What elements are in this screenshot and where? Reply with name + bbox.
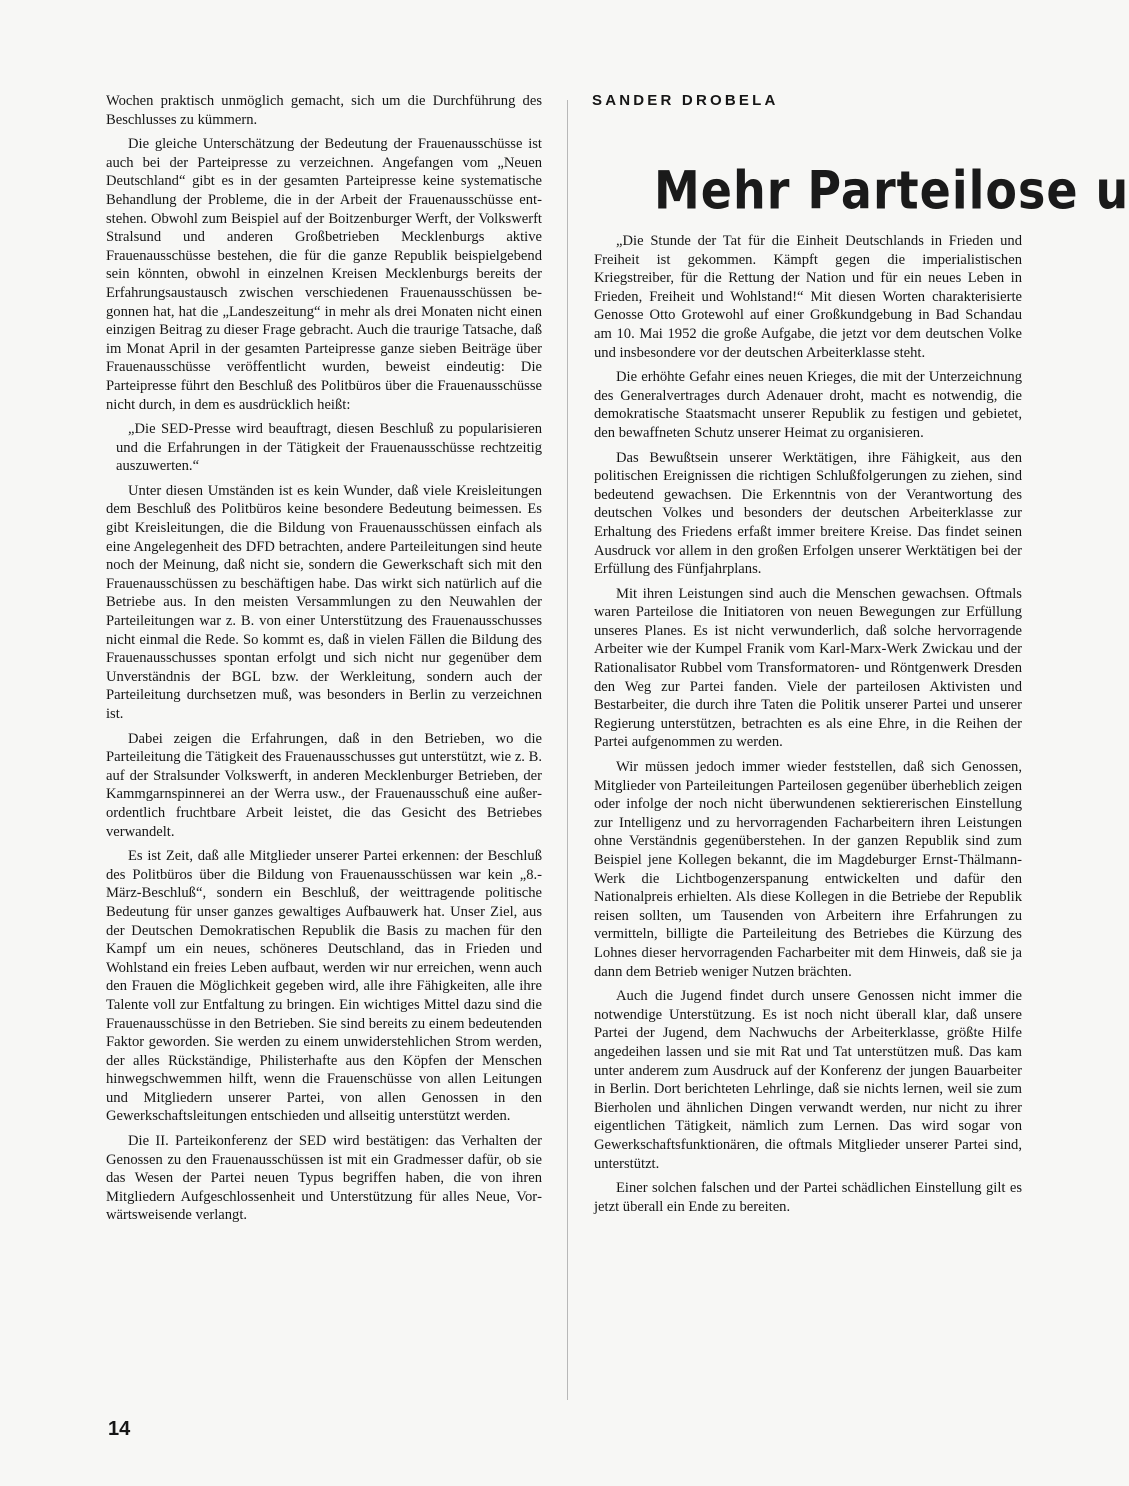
- article-author: SANDER DROBELA: [592, 92, 779, 109]
- paragraph: Mit ihren Leistungen sind auch die Menschen gewachsen. Oftmals waren Parteilose die Initiatoren von neuen Bewegungen zur Erfüllung unseres Planes. Es ist nicht verwunderlich, daß solche hervorragende Arbeiter wie der Kumpel Franik vom Karl-Marx-Werk Zwickau und der Rationalisator Rubbel vom Transformatoren- und Röntgenwerk Dresden den Weg zur Partei fanden. Viele der parteilosen Aktivisten und Bestarbeiter, die durch ihre Taten die Politik unserer Partei und unserer Regierung unterstützen, betrachten es als eine Ehre, in die Reihen der Partei aufgenommen zu werden.: [594, 585, 1022, 751]
- paragraph: Unter diesen Umständen ist es kein Wunder, daß viele Kreisleitungen dem Beschluß des Politbüros keine besondere Bedeutung beimessen. Es gibt Kreisleitungen, die die Bildung von Frauenausschüssen einfach als eine Angelegenheit des DFD betrachten, andere Parteileitungen sind heute noch der Meinung, daß nicht sie, sondern die Gewerkschaft sich mit den Frauenausschüssen zu beschäftigen habe. Das wirkt sich natürlich auf die Betriebe aus. In den meisten Versammlungen zu den Neuwahlen der Parteileitungen war z. B. von einer Unterstützung des Frauenausschusses nicht einmal die Rede. So kommt es, daß in vielen Fällen die Bildung des Frauenausschusses spontan erfolgt und sich nicht nur gegenüber dem Unverständnis der BGL bzw. der Werkleitung, sondern auch der Parteileitung durchsetzen muß, was besonders in Berlin zu verzeichnen ist.: [106, 482, 542, 722]
- page-number: 14: [108, 1418, 131, 1440]
- paragraph: Auch die Jugend findet durch unsere Genossen nicht immer die notwendige Unterstützung. Es ist noch nicht überall klar, daß unsere Partei der Jugend, dem Nachwuchs der Arbeiterklasse, größte Hilfe angedeihen lassen und sie mit Rat und Tat unterstützen muß. Das kam unter anderem zum Ausdruck auf der Konferenz der jungen Bauarbeiter in Berlin. Dort berichteten Lehrlinge, daß sie nichts lernen, weil sie zum Bierholen und ähnlichen Dingen verwandt werden, nur nicht zu ihrer eigentlichen Tätigkeit, nämlich zum Lernen. Das wird sogar von Gewerkschaftsfunktionären, die oftmals Mitglieder unserer Partei sind, unterstützt.: [594, 988, 1022, 1172]
- quotation: „Die SED-Presse wird beauftragt, diesen Beschluß zu popularisieren und die Erfahrungen in der Tätigkeit der Frauenausschüsse rechtzeitig auszuwerten.“: [116, 421, 542, 475]
- paragraph: Die gleiche Unterschätzung der Bedeutung der Frauenausschüsse ist auch bei der Parteipresse zu verzeichnen. Angefangen vom „Neuen Deutschland“ gibt es in der gesamten Parteipresse keine systematische Behandlung der Probleme, die in der Arbeit der Frauenausschüsse entstehen. Obwohl zum Beispiel auf der Boitzenburger Werft, der Volkswerft Stralsund und anderen Großbetrieben Mecklenburgs aktive Frauenausschüsse bestehen, die für die ganze Republik beispielgebend sein könnten, obwohl in einzelnen Kreisen Mecklenburgs bereits der Erfahrungsaustausch zwischen verschiedenen Frauenausschüssen begonnen hat, hat die „Landeszeitung“ in mehr als drei Monaten nicht einen einzigen Beitrag zu dieser Frage gebracht. Auch die traurige Tatsache, daß im Monat April in der gesamten Parteipresse ganze sieben Beiträge über Frauenausschüsse veröffentlicht wurden, beweist eindeutig: Die Parteipresse führt den Beschluß des Politbüros über die Frauenausschüsse nicht durch, in dem es ausdrücklich heißt:: [106, 136, 542, 413]
- paragraph: Die II. Parteikonferenz der SED wird bestätigen: das Verhalten der Genossen zu den Frauenausschüssen ist mit ein Gradmesser dafür, ob sie das Wesen der Partei neuen Typus begriffen haben, die von ihren Mitgliedern Aufgeschlossenheit und Unterstützung für alles Neue, Vorwärtsweisende verlangt.: [106, 1133, 542, 1224]
- paragraph: Es ist Zeit, daß alle Mitglieder unserer Partei erkennen: der Beschluß des Politbüros über die Bildung von Frauenausschüssen war kein „8.-März-Beschluß“, sondern ein Beschluß, der weittragende politische Bedeutung für unser ganzes gewaltiges Aufbauwerk hat. Unser Ziel, aus der Deutschen Demokratischen Republik die Basis zu machen für den Kampf um ein neues, schöneres Deutschland, das in Frieden und Wohlstand ein freies Leben aufbaut, werden wir nur erreichen, wenn auch den Frauen die Möglichkeit gegeben wird, alle ihre Fähigkeiten, alle ihre Talente voll zur Entfaltung zu bringen. Ein wichtiges Mittel dazu sind die Frauenausschüsse in den Betrieben. Sie sind bereits zu einem bedeutenden Faktor geworden. Sie werden zu einem unwiderstehlichen Strom werden, der alles Rückständige, Philisterhafte aus den Köpfen der Menschen hinwegschwemmen hilft, wenn die Frauenschüsse von allen Leitungen und Mitgliedern unserer Partei, von allen Genossen in den Gewerkschaftsleitungen entschieden und allseitig unterstützt werden.: [106, 848, 542, 1125]
- paragraph: Einer solchen falschen und der Partei schädlichen Einstellung gilt es jetzt überall ein Ende zu bereiten.: [594, 1180, 1022, 1215]
- paragraph: Dabei zeigen die Erfahrungen, daß in den Betrieben, wo die Parteileitung die Tätigkeit des Frauenausschusses gut unterstützt, wie z. B. auf der Stralsunder Volkswerft, in anderen Mecklenburger Betrieben, der Kammgarnspinnerei an der Werra usw., der Frauenausschuß eine außerordentlich fruchtbare Arbeit leistet, die das Gesicht des Betriebes verwandelt.: [106, 730, 542, 840]
- paragraph: Das Bewußtsein unserer Werktätigen, ihre Fähigkeit, aus den politischen Ereignissen die richtigen Schlußfolgerungen zu ziehen, sind bedeutend gewachsen. Die Erkenntnis von der Verantwortung des deutschen Volkes und besonders der deutschen Arbeiterklasse zur Erhaltung des Friedens erfaßt immer breitere Kreise. Das findet seinen Ausdruck vor allem in den großen Erfolgen unserer Werktätigen bei der Erfüllung des Fünfjahrplans.: [594, 449, 1022, 578]
- paragraph: Wir müssen jedoch immer wieder feststellen, daß sich Genossen, Mitglieder von Parteileitungen Parteilosen gegenüber überheblich zeigen oder infolge der noch nicht überwundenen sektiererischen Einstellung zur Intelligenz und zu hervorragenden Facharbeitern ihren Leistungen ohne Verständnis gegenüberstehen. In der ganzen Republik sind zum Beispiel jene Kollegen bekannt, die im Magdeburger Ernst-Thälmann-Werk die Lichtbogenzerspanung entwickelten und dafür den Nationalpreis erhielten. Als diese Kollegen in die Betriebe der Republik reisen sollten, um Tausenden von Arbeitern ihre Erfahrungen zu vermitteln, billigte die Parteileitung des Betriebes die Kürzung des Lohnes dieser hervorragenden Facharbeiter mit dem Hinweis, daß sie ja dann dem Betrieb weniger Nutzen brächten.: [594, 759, 1022, 980]
- paragraph: Die erhöhte Gefahr eines neuen Krieges, die mit der Unterzeichnung des Generalvertrages durch Adenauer droht, macht es notwendig, die demokratische Staatsmacht unserer Republik zu festigen und gebietet, den bewaffneten Schutz unserer Heimat zu organisieren.: [594, 369, 1022, 441]
- paragraph: Wochen praktisch unmöglich gemacht, sich um die Durchführung des Beschlusses zu kümmern.: [106, 93, 542, 128]
- column-divider: [567, 100, 568, 1400]
- article-headline: Mehr Parteilose u: [654, 159, 1129, 222]
- right-column: [594, 232, 1022, 1222]
- left-column: [106, 92, 542, 1231]
- paragraph: „Die Stunde der Tat für die Einheit Deutschlands in Frieden und Freiheit ist gekommen. Kämpft gegen die imperialistischen Kriegstreiber, für die Rettung der Nation und für ein neues Leben in Frieden, Freiheit und Wohlstand!“ Mit diesen Worten charakterisierte Genosse Otto Grotewohl auf einer Großkundgebung in Bad Schandau am 10. Mai 1952 die große Aufgabe, die jetzt vor dem deutschen Volke und insbesondere vor der deutschen Arbeiterklasse steht.: [594, 233, 1022, 361]
